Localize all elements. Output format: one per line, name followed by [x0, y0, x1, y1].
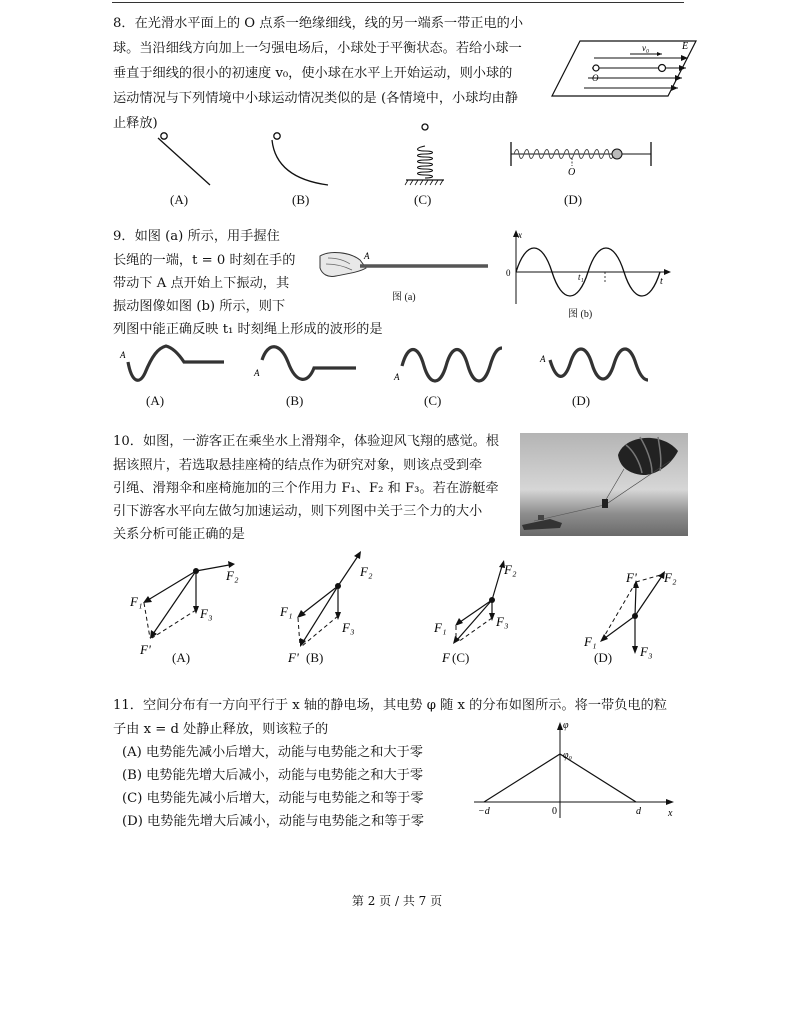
q8-line-1: 8．在光滑水平面上的 O 点系一绝缘细线，线的另一端系一带正电的小 [113, 16, 524, 31]
q8-choice-a-label: (A) [170, 192, 189, 207]
q8-choice-d-point-label: O [568, 167, 576, 178]
q10-b-f3-label: F₃ [342, 620, 355, 635]
header-rule [112, 2, 684, 3]
q9-choice-d-label: (D) [572, 393, 591, 408]
q10-choice-d-label: (D) [594, 650, 613, 665]
q11-option-c[interactable]: (C) 电势能先减小后增大，动能与电势能之和等于零 [122, 791, 424, 806]
q10-d-fprime-label: F' [626, 570, 637, 585]
q9-line-4: 振动图像如图 (b) 所示，则下 [113, 299, 286, 314]
q10-c-f1-label: F₁ [434, 620, 447, 635]
q11-option-d[interactable]: (D) 电势能先增大后减小，动能与电势能之和等于零 [122, 814, 424, 829]
q10-a-fprime-label: F' [140, 642, 151, 657]
q8-choice-b-figure [266, 130, 336, 190]
q9-choice-b-label: (B) [286, 393, 304, 408]
q10-line-2: 据该照片，若选取悬挂座椅的结点作为研究对象，则该点受到牵 [113, 458, 483, 473]
q10-choice-b-label: (B) [306, 650, 324, 665]
q9-fig-b-x-label: t [660, 276, 663, 287]
q10-d-f1-label: F₁ [584, 634, 597, 649]
q10-c-f2-label: F₂ [504, 562, 517, 577]
q8-line-5: 止释放) [113, 116, 158, 131]
q9-line-5: 列图中能正确反映 t₁ 时刻绳上形成的波形的是 [113, 322, 383, 337]
q11-x-axis-label: x [668, 808, 673, 819]
q10-force-diagram-b [276, 546, 396, 668]
q10-line-4: 引下游客水平向左做匀加速运动，则下列图中关于三个力的大小 [113, 504, 483, 519]
q11-option-a[interactable]: (A) 电势能先减小后增大，动能与电势能之和大于零 [122, 745, 423, 760]
q10-choice-c-label: (C) [452, 650, 470, 665]
q8-line-3: 垂直于细线的很小的初速度 v₀，使小球在水平上开始运动，则小球的 [113, 66, 513, 81]
q8-choice-c-figure [400, 118, 452, 188]
q9-line-1: 9．如图 (a) 所示，用手握住 [113, 229, 280, 244]
q11-left-tick-label: −d [478, 806, 490, 817]
q8-choice-c-label: (C) [414, 192, 432, 207]
q9-choice-a-point-label: A [120, 350, 126, 360]
q11-y-axis-label: φ [563, 720, 569, 731]
q10-force-diagram-a [126, 548, 256, 668]
q8-line-4: 运动情况与下列情境中小球运动情况类似的是 (各情境中，小球均由静 [113, 91, 518, 106]
q9-fig-b-y-label: x [518, 230, 522, 240]
q9-choice-d-point-label: A [540, 354, 546, 364]
q8-field-figure [550, 36, 700, 106]
q8-choice-d-figure [506, 140, 656, 180]
q9-choice-a-figure [118, 340, 228, 390]
q8-line-2: 球。当沿细线方向加上一匀强电场后，小球处于平衡状态。若给小球一 [113, 41, 522, 56]
q9-line-3: 带动下 A 点开始上下振动，其 [113, 276, 290, 291]
q10-force-diagram-d [578, 558, 688, 664]
q9-fig-b-caption: 图 (b) [568, 309, 593, 320]
q10-a-f3-label: F₃ [200, 606, 213, 621]
q9-choice-b-figure [252, 340, 362, 390]
q10-a-f1-label: F₁ [130, 594, 143, 609]
q10-line-5: 关系分析可能正确的是 [113, 527, 245, 542]
q10-b-f1-label: F₁ [280, 604, 293, 619]
q9-choice-b-point-label: A [254, 368, 260, 378]
q10-c-f-label: F [442, 650, 450, 665]
page-footer: 第 2 页 / 共 7 页 [351, 894, 443, 908]
q8-choice-a-figure [150, 130, 220, 190]
q10-d-f3-label: F₃ [640, 644, 653, 659]
q10-line-3: 引绳、滑翔伞和座椅施加的三个作用力 F₁、F₂ 和 F₃。若在游艇牵 [113, 481, 499, 496]
q10-choice-a-label: (A) [172, 650, 191, 665]
q9-choice-a-label: (A) [146, 393, 165, 408]
q8-field-label: E [682, 41, 689, 52]
q8-choice-b-label: (B) [292, 192, 310, 207]
q11-line-2: 子由 x = d 处静止释放，则该粒子的 [113, 722, 329, 737]
q9-fig-b-tick-label: t₁ [578, 272, 584, 282]
q8-choice-d-label: (D) [564, 192, 583, 207]
q11-right-tick-label: d [636, 806, 641, 817]
q9-fig-a-caption: 图 (a) [392, 292, 416, 303]
q9-choice-c-label: (C) [424, 393, 442, 408]
q10-c-f3-label: F₃ [496, 614, 509, 629]
q9-fig-b-origin: 0 [506, 268, 511, 278]
q10-b-fprime-label: F' [288, 650, 299, 665]
q9-line-2: 长绳的一端，t = 0 时刻在手的 [113, 253, 296, 268]
q11-line-1: 11．空间分布有一方向平行于 x 轴的静电场，其电势 φ 随 x 的分布如图所示。将一带负电的粒 [113, 698, 667, 713]
q10-force-diagram-c [428, 554, 548, 666]
q10-d-f2-label: F₂ [664, 570, 677, 585]
q9-choice-c-figure [392, 340, 507, 390]
parasail-photo [520, 433, 688, 536]
q9-fig-a-point-label: A [364, 251, 370, 261]
q11-potential-graph [470, 716, 680, 822]
q9-choice-d-figure [538, 340, 653, 390]
q9-choice-c-point-label: A [394, 372, 400, 382]
q10-a-f2-label: F₂ [226, 568, 239, 583]
q10-b-f2-label: F₂ [360, 564, 373, 579]
q10-line-1: 10．如图，一游客正在乘坐水上滑翔伞，体验迎风飞翔的感觉。根 [113, 434, 500, 449]
q11-origin-label: 0 [552, 806, 557, 817]
q8-point-label: O [592, 73, 599, 83]
q11-option-b[interactable]: (B) 电势能先增大后减小，动能与电势能之和大于零 [122, 768, 424, 783]
q9-figure-b [502, 226, 674, 308]
q11-peak-label: φ₀ [563, 750, 573, 761]
q8-velocity-label: v₀ [642, 43, 650, 53]
